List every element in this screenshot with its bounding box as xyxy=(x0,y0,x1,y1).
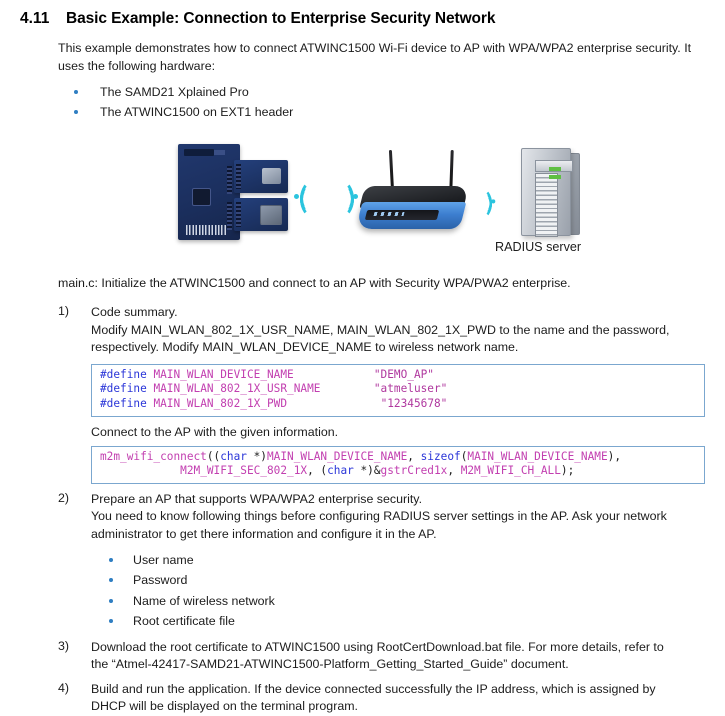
code-keyword: char xyxy=(220,449,247,463)
step-text: DHCP will be displayed on the terminal program. xyxy=(91,699,358,714)
code-punct: ); xyxy=(560,464,575,478)
code-keyword: #define xyxy=(100,396,147,410)
io-connector-icon xyxy=(260,205,282,225)
figure-caption: RADIUS server xyxy=(495,240,582,254)
code-keyword: char xyxy=(327,464,354,478)
code-identifier: gstrCred1x xyxy=(380,464,448,478)
router-led-row xyxy=(374,212,405,216)
hardware-list xyxy=(58,82,705,122)
code-punct: , ( xyxy=(307,464,328,478)
list-item: Password xyxy=(91,570,705,591)
step-text: administrator to get there information and configure it in the AP. xyxy=(91,526,437,541)
ext2-header-icon xyxy=(227,202,232,230)
code-identifier: MAIN_WLAN_DEVICE_NAME xyxy=(153,367,294,381)
ext1-header-icon xyxy=(227,166,232,194)
code-identifier: MAIN_WLAN_802_1X_PWD xyxy=(153,396,288,410)
wifi-signal-icon-right xyxy=(326,179,360,213)
code-string: "12345678" xyxy=(380,396,448,410)
code-string: "DEMO_AP" xyxy=(373,367,434,381)
step-text: You need to know following things before configuring RADIUS server settings in the AP. Ask your network xyxy=(91,509,667,524)
code-punct: , xyxy=(407,449,421,463)
code-string: "atmeluser" xyxy=(373,382,448,396)
code-identifier: MAIN_WLAN_DEVICE_NAME xyxy=(467,449,608,463)
code-punct: *)& xyxy=(353,464,381,478)
intro-paragraph: This example demonstrates how to connect ATWINC1500 Wi-Fi device to AP with WPA/WPA2 enterprise security. It uses the following hardware: xyxy=(58,41,692,73)
step-text: Code summary. xyxy=(91,305,178,319)
network-diagram xyxy=(0,132,725,260)
code-punct: , xyxy=(447,464,461,478)
step-text: respectively. Modify MAIN_WLAN_DEVICE_NAME to wireless network name. xyxy=(91,340,519,355)
server-status-led-2 xyxy=(549,175,561,179)
mcu-chip-icon xyxy=(192,188,211,206)
code-punct: ), xyxy=(607,449,622,463)
code-gap-1 xyxy=(294,368,374,381)
step-1 xyxy=(58,304,705,484)
wifi-signal-icon-left xyxy=(292,179,326,213)
list-item: The SAMD21 Xplained Pro xyxy=(58,82,705,102)
step-4 xyxy=(58,681,705,716)
step-text: Prepare an AP that supports WPA/WPA2 enterprise security. xyxy=(91,491,423,506)
step-3 xyxy=(58,639,705,674)
server-status-led-1 xyxy=(549,167,561,171)
code-punct: (( xyxy=(206,449,221,463)
list-item: Name of wireless network xyxy=(91,591,705,612)
wifi-signal-icon-server xyxy=(469,187,497,215)
radius-requirements-list xyxy=(91,550,705,632)
list-item: The ATWINC1500 on EXT1 header xyxy=(58,102,705,122)
step-text: the “Atmel-42417-SAMD21-ATWINC1500-Platform_Getting_Started_Guide” document. xyxy=(91,657,569,672)
server-chassis xyxy=(521,148,571,236)
steps-list xyxy=(58,304,705,716)
code-gap-2 xyxy=(320,382,373,395)
section-heading xyxy=(0,10,725,28)
code-keyword: #define xyxy=(100,367,147,381)
step-number: 1) xyxy=(58,304,70,318)
atwinc1500-extension-icon xyxy=(234,160,288,193)
radius-server-icon xyxy=(513,142,585,238)
code-identifier: MAIN_WLAN_DEVICE_NAME xyxy=(267,449,408,463)
connect-note: Connect to the AP with the given information. xyxy=(91,424,339,439)
step-2 xyxy=(58,491,705,632)
code-identifier: MAIN_WLAN_802_1X_USR_NAME xyxy=(153,382,321,396)
section-title: Basic Example: Connection to Enterprise Security Network xyxy=(66,10,496,27)
wifi-module-icon xyxy=(262,168,281,184)
code-keyword: sizeof xyxy=(420,449,461,463)
code-identifier: M2M_WIFI_SEC_802_1X xyxy=(180,464,308,478)
list-item: User name xyxy=(91,550,705,571)
io1-extension-icon xyxy=(234,198,288,231)
code-punct: *) xyxy=(246,449,267,463)
step-number: 3) xyxy=(58,638,70,653)
server-drive-bays xyxy=(535,173,558,237)
code-identifier: M2M_WIFI_CH_ALL xyxy=(460,464,561,478)
code-block-defines xyxy=(91,364,705,417)
code-gap-3 xyxy=(287,397,381,410)
step-text: Download the root certificate to ATWINC1500 using RootCertDownload.bat file. For more details, refer to xyxy=(91,639,664,654)
access-point-router-icon xyxy=(358,150,476,236)
step-text: Modify MAIN_WLAN_802_1X_USR_NAME, MAIN_WLAN_802_1X_PWD to the name and the password, xyxy=(91,322,670,337)
list-item: Root certificate file xyxy=(91,611,705,632)
step-text: Build and run the application. If the device connected successfully the IP address, which is assigned by xyxy=(91,681,656,696)
section-number: 4.11 xyxy=(20,10,50,27)
step-number: 4) xyxy=(58,680,70,695)
code-block-connect xyxy=(91,446,705,484)
main-c-description: main.c: Initialize the ATWINC1500 and connect to an AP with Security WPA/PWA2 enterprise. xyxy=(58,276,571,290)
code-punct: ( xyxy=(460,449,468,463)
code-function: m2m_wifi_connect xyxy=(100,449,207,463)
code-indent xyxy=(100,464,180,477)
code-keyword: #define xyxy=(100,382,147,396)
samd21-board-icon xyxy=(178,144,240,240)
step-number: 2) xyxy=(58,490,70,505)
